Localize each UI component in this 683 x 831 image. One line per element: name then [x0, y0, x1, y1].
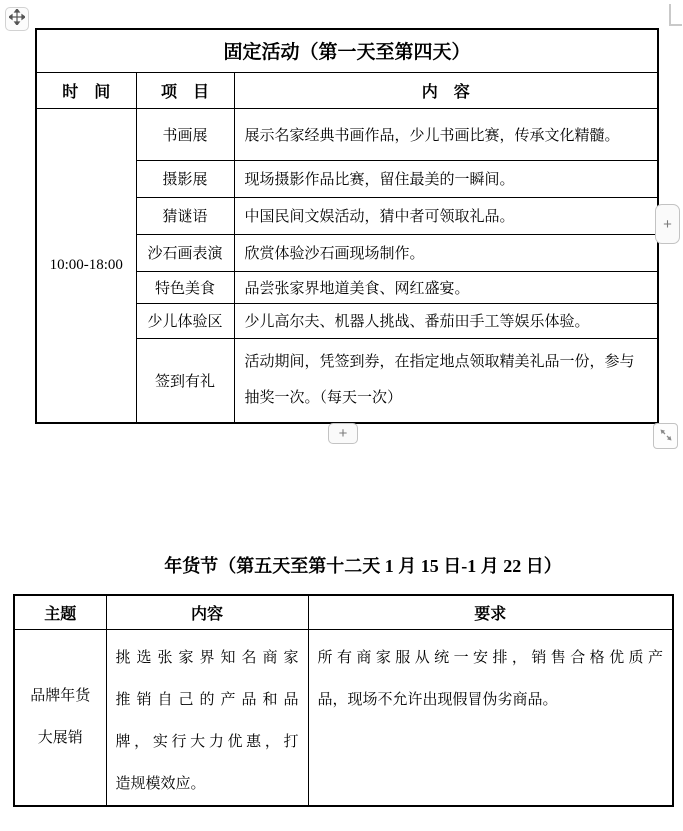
table2-header-row: [14, 595, 673, 629]
move-cross-icon: [9, 9, 25, 30]
fixed-activities-table: [35, 28, 659, 424]
table1-header-row: [36, 72, 658, 108]
page-corner-mark-icon: [669, 24, 682, 26]
project-cell[interactable]: 猜谜语: [136, 197, 234, 234]
content-cell[interactable]: 少儿高尔夫、机器人挑战、番茄田手工等娱乐体验。: [234, 303, 658, 338]
requirement-line: 品，现场不允许出现假冒伪劣商品。: [317, 691, 558, 708]
content-cell[interactable]: 活动期间，凭签到券，在指定地点领取精美礼品一份，参与抽奖一次。（每天一次）: [234, 338, 658, 423]
content-line: 造规模效应。: [115, 775, 206, 792]
requirement-cell[interactable]: [308, 629, 673, 806]
add-row-button[interactable]: +: [328, 423, 358, 444]
content-cell[interactable]: 欣赏体验沙石画现场制作。: [234, 234, 658, 271]
table-resize-handle[interactable]: [653, 423, 678, 449]
project-cell[interactable]: 摄影展: [136, 160, 234, 197]
project-cell[interactable]: 书画展: [136, 108, 234, 160]
content-line: 推销自己的产品和品: [115, 691, 299, 708]
header-theme[interactable]: 主题: [14, 595, 106, 629]
project-cell[interactable]: 少儿体验区: [136, 303, 234, 338]
content-line: 牌，实行大力优惠，打: [115, 733, 299, 750]
content-cell[interactable]: [106, 629, 308, 806]
content-cell[interactable]: 中国民间文娱活动，猜中者可领取礼品。: [234, 197, 658, 234]
diagonal-resize-icon: [659, 428, 673, 445]
new-year-festival-table: [13, 594, 674, 807]
theme-line: 品牌年货: [30, 688, 91, 704]
content-cell[interactable]: 展示名家经典书画作品，少儿书画比赛，传承文化精髓。: [234, 108, 658, 160]
content-cell[interactable]: 现场摄影作品比赛，留住最美的一瞬间。: [234, 160, 658, 197]
theme-cell[interactable]: [14, 629, 106, 806]
project-cell[interactable]: 沙石画表演: [136, 234, 234, 271]
table-row: [14, 629, 673, 806]
content-cell[interactable]: 品尝张家界地道美食、网红盛宴。: [234, 271, 658, 303]
table-row: [36, 108, 658, 160]
header-requirement[interactable]: 要求: [308, 595, 673, 629]
content-line: 挑选张家界知名商家: [115, 649, 299, 666]
header-content2[interactable]: 内容: [106, 595, 308, 629]
add-column-button[interactable]: +: [655, 204, 680, 244]
table2-title[interactable]: 年货节（第五天至第十二天 1 月 15 日-1 月 22 日）: [164, 556, 562, 576]
time-cell[interactable]: 10:00-18:00: [36, 108, 136, 423]
header-time[interactable]: 时 间: [36, 72, 136, 108]
page-corner-mark-icon: [669, 4, 671, 26]
table1-title[interactable]: 固定活动（第一天至第四天）: [36, 29, 658, 72]
header-content[interactable]: 内 容: [234, 72, 658, 108]
header-project[interactable]: 项 目: [136, 72, 234, 108]
theme-line: 大展销: [37, 730, 83, 746]
table-move-handle[interactable]: [5, 7, 29, 31]
project-cell[interactable]: 特色美食: [136, 271, 234, 303]
project-cell[interactable]: 签到有礼: [136, 338, 234, 423]
requirement-line: 所有商家服从统一安排，销售合格优质产: [317, 649, 663, 666]
table1-title-row: [36, 29, 658, 72]
